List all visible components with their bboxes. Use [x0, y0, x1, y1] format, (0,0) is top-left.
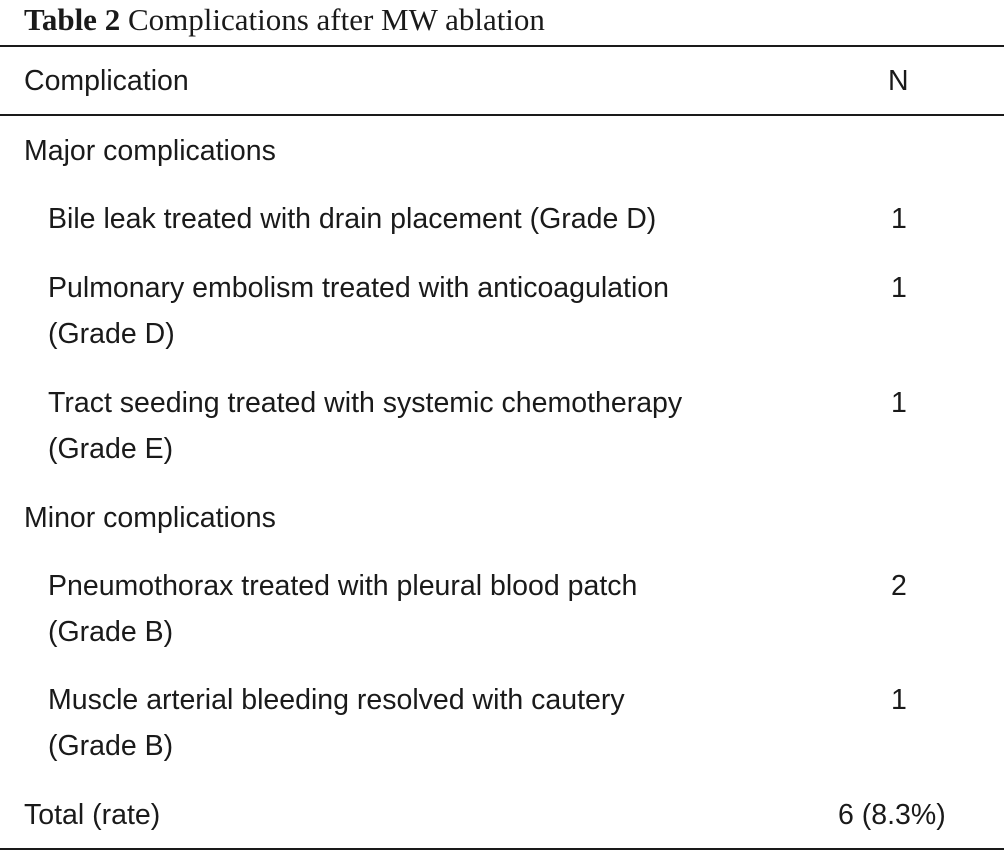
row-count: 2 — [891, 570, 907, 602]
row-label-continued: (Grade E) — [48, 433, 174, 465]
total-count: 6 (8.3%) — [838, 799, 946, 831]
column-header-complication: Complication — [24, 65, 189, 97]
table-title: Complications after MW ablation — [127, 2, 545, 37]
group-label-minor: Minor complications — [24, 502, 276, 534]
row-count: 1 — [891, 272, 907, 304]
bottom-rule — [0, 848, 1004, 850]
row-label-continued: (Grade B) — [48, 730, 174, 762]
row-label: Pneumothorax treated with pleural blood patch — [48, 570, 638, 602]
group-label-major: Major complications — [24, 135, 276, 167]
row-label: Pulmonary embolism treated with anticoagulation — [48, 272, 669, 304]
top-rule — [0, 45, 1004, 47]
row-label-continued: (Grade B) — [48, 616, 174, 648]
row-label: Muscle arterial bleeding resolved with cautery — [48, 684, 625, 716]
row-count: 1 — [891, 203, 907, 235]
total-label: Total (rate) — [24, 799, 161, 831]
header-rule — [0, 114, 1004, 116]
row-count: 1 — [891, 387, 907, 419]
row-label: Tract seeding treated with systemic chemotherapy — [48, 387, 683, 419]
table-caption — [24, 0, 545, 44]
row-label: Bile leak treated with drain placement (Grade D) — [48, 203, 657, 235]
row-label-continued: (Grade D) — [48, 318, 175, 350]
column-header-n: N — [888, 65, 909, 97]
row-count: 1 — [891, 684, 907, 716]
table-number: Table 2 — [24, 2, 121, 37]
